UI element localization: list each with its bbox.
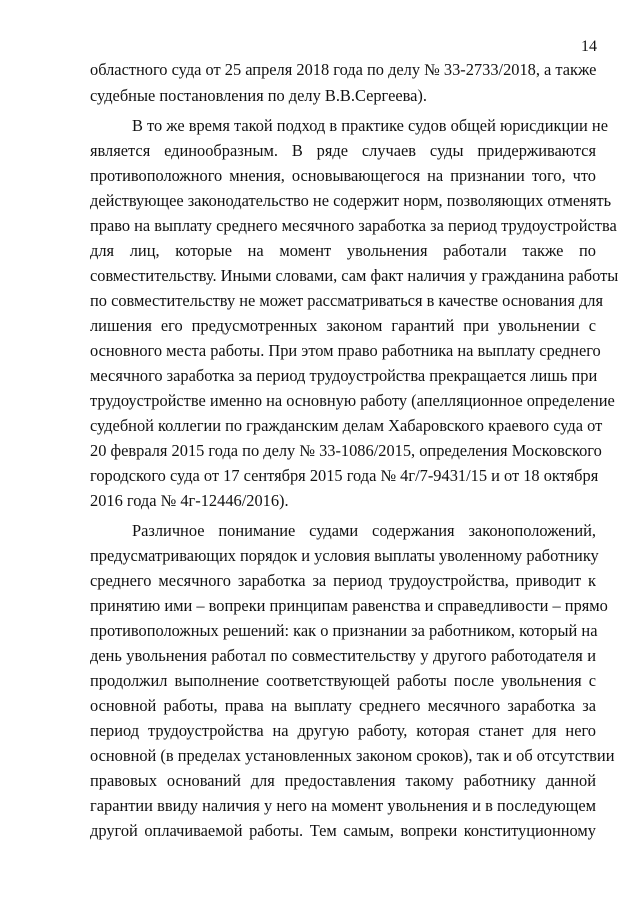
text-line: городского суда от 17 сентября 2015 года № 4г/7-9431/15 и от 18 октября: [90, 466, 599, 485]
text-line: основного места работы. При этом право работника на выплату среднего: [90, 341, 601, 360]
text-line: по совместительству не может рассматриваться в качестве основания для: [90, 291, 604, 310]
text-line: областного суда от 25 апреля 2018 года по делу № 33-2733/2018, а также: [90, 60, 597, 79]
text-line: В то же время такой подход в практике судов общей юрисдикции не: [132, 116, 608, 135]
text-line: действующее законодательство не содержит норм, позволяющих отменять: [90, 191, 612, 210]
text-line: противоположных решений: как о признании за работником, который на: [90, 621, 598, 640]
text-line: основной работы, права на выплату среднего месячного заработка за: [90, 696, 596, 715]
text-line: судебной коллегии по гражданским делам Хабаровского краевого суда от: [90, 416, 603, 435]
text-line: период трудоустройства на другую работу, которая станет для него: [90, 721, 596, 740]
text-line: правовых оснований для предоставления такому работнику данной: [90, 771, 596, 790]
text-line: продолжил выполнение соответствующей работы после увольнения с: [90, 671, 596, 690]
text-line: предусматривающих порядок и условия выплаты уволенному работнику: [90, 546, 599, 565]
text-line: противоположного мнения, основывающегося на признании того, что: [90, 166, 596, 185]
text-line: основной (в пределах установленных законом сроков), так и об отсутствии: [90, 746, 615, 765]
text-line: трудоустройстве именно на основную работу (апелляционное определение: [90, 391, 615, 410]
page-number: 14: [581, 38, 597, 55]
text-line: судебные постановления по делу В.В.Сергеева).: [90, 86, 427, 105]
text-line: принятию ими – вопреки принципам равенства и справедливости – прямо: [90, 596, 608, 615]
text-line: день увольнения работал по совместительству у другого работодателя и: [90, 646, 596, 665]
text-line: месячного заработка за период трудоустройства прекращается лишь при: [90, 366, 598, 385]
text-line: гарантии ввиду наличия у него на момент увольнения и в последующем: [90, 796, 596, 815]
text-line: 2016 года № 4г-12446/2016).: [90, 491, 289, 510]
text-line: право на выплату среднего месячного заработка за период трудоустройства: [90, 216, 617, 235]
text-line: среднего месячного заработка за период трудоустройства, приводит к: [90, 571, 596, 590]
text-line: для лиц, которые на момент увольнения работали также по: [90, 241, 596, 260]
text-line: другой оплачиваемой работы. Тем самым, вопреки конституционному: [90, 821, 596, 840]
text-line: является единообразным. В ряде случаев суды придерживаются: [90, 141, 596, 160]
text-line: 20 февраля 2015 года по делу № 33-1086/2015, определения Московского: [90, 441, 602, 460]
text-line: Различное понимание судами содержания законоположений,: [132, 521, 596, 540]
text-line: лишения его предусмотренных законом гарантий при увольнении с: [90, 316, 596, 335]
text-line: совместительству. Иными словами, сам факт наличия у гражданина работы: [90, 266, 619, 285]
